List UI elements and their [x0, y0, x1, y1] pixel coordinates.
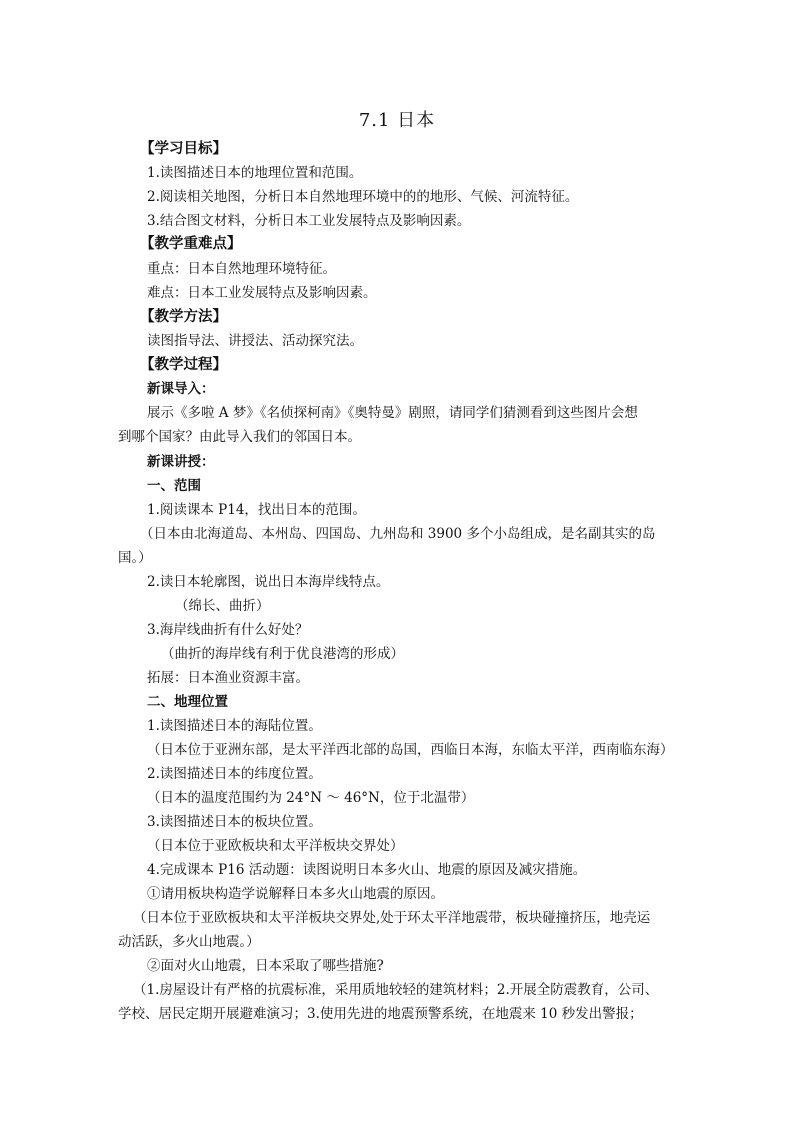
difficult-point-line: 难点：日本工业发展特点及影响因素。	[147, 285, 377, 301]
section-1-heading: 一、范围	[147, 478, 201, 494]
heading-key-difficult: 【教学重难点】	[140, 235, 242, 252]
section-1-a2: （绵长、曲折）	[175, 598, 270, 614]
section-2-q4-sub2-answer-line-2: 学校、居民定期开展避难演习；3.使用先进的地震预警系统，在地震来 10 秒发出警报；	[118, 1006, 643, 1022]
section-2-q4-sub1: ①请用板块构造学说解释日本多火山地震的原因。	[147, 886, 444, 902]
heading-teaching-methods: 【教学方法】	[140, 308, 227, 325]
intro-line-1: 展示《多啦 A 梦》《名侦探柯南》《奥特曼》剧照，请同学们猜测看到这些图片会想	[147, 405, 638, 421]
section-2-q4-sub1-answer-line-1: （日本位于亚欧板块和太平洋板块交界处,处于环太平洋地震带，板块碰撞挤压，地壳运	[133, 910, 651, 926]
section-2-a3: （日本位于亚欧板块和太平洋板块交界处）	[147, 838, 404, 854]
section-2-a2: （日本的温度范围约为 24°N ～ 46°N，位于北温带）	[147, 790, 475, 806]
section-2-q1: 1.读图描述日本的海陆位置。	[147, 718, 322, 734]
section-2-q4: 4.完成课本 P16 活动题：读图说明日本多火山、地震的原因及减灾措施。	[147, 862, 587, 878]
subheading-intro: 新课导入：	[147, 381, 215, 397]
methods-line: 读图指导法、讲授法、活动探究法。	[147, 333, 363, 349]
doc-title: 7.1 日本	[358, 110, 436, 131]
key-point-line: 重点：日本自然地理环境特征。	[147, 261, 336, 277]
section-1-a1-line-2: 国。）	[118, 550, 152, 566]
subheading-new-lesson: 新课讲授：	[147, 454, 215, 470]
section-2-q4-sub2: ②面对火山地震，日本采取了哪些措施?	[147, 958, 384, 974]
heading-learning-goals: 【学习目标】	[140, 140, 227, 157]
section-2-q4-sub2-answer-line-1: （1.房屋设计有严格的抗震标准，采用质地较轻的建筑材料；2.开展全防震教育，公司、	[133, 982, 659, 998]
section-1-extension: 拓展：日本渔业资源丰富。	[147, 670, 309, 686]
goal-line-2: 2.阅读相关地图，分析日本自然地理环境中的的地形、气候、河流特征。	[147, 189, 579, 205]
heading-teaching-process: 【教学过程】	[140, 356, 227, 373]
section-1-q1: 1.阅读课本 P14，找出日本的范围。	[147, 502, 366, 518]
goal-line-3: 3.结合图文材料，分析日本工业发展特点及影响因素。	[147, 213, 471, 229]
section-1-q3: 3.海岸线曲折有什么好处？	[147, 622, 309, 638]
goal-line-1: 1.读图描述日本的地理位置和范围。	[147, 165, 363, 181]
section-2-a1: （日本位于亚洲东部，是太平洋西北部的岛国，西临日本海，东临太平洋，西南临东海）	[147, 742, 674, 758]
section-2-q3: 3.读图描述日本的板块位置。	[147, 814, 322, 830]
section-1-a3: （曲折的海岸线有利于优良港湾的形成）	[161, 646, 404, 662]
section-2-q2: 2.读图描述日本的纬度位置。	[147, 766, 322, 782]
section-2-q4-sub1-answer-line-2: 动活跃，多火山地震。）	[118, 934, 260, 950]
intro-line-2: 到哪个国家？由此导入我们的邻国日本。	[118, 429, 361, 445]
section-2-heading: 二、地理位置	[147, 694, 228, 710]
section-1-q2: 2.读日本轮廓图，说出日本海岸线特点。	[147, 574, 390, 590]
section-1-a1-line-1: （日本由北海道岛、本州岛、四国岛、九州岛和 3900 多个小岛组成，是名副其实的岛	[140, 526, 656, 542]
